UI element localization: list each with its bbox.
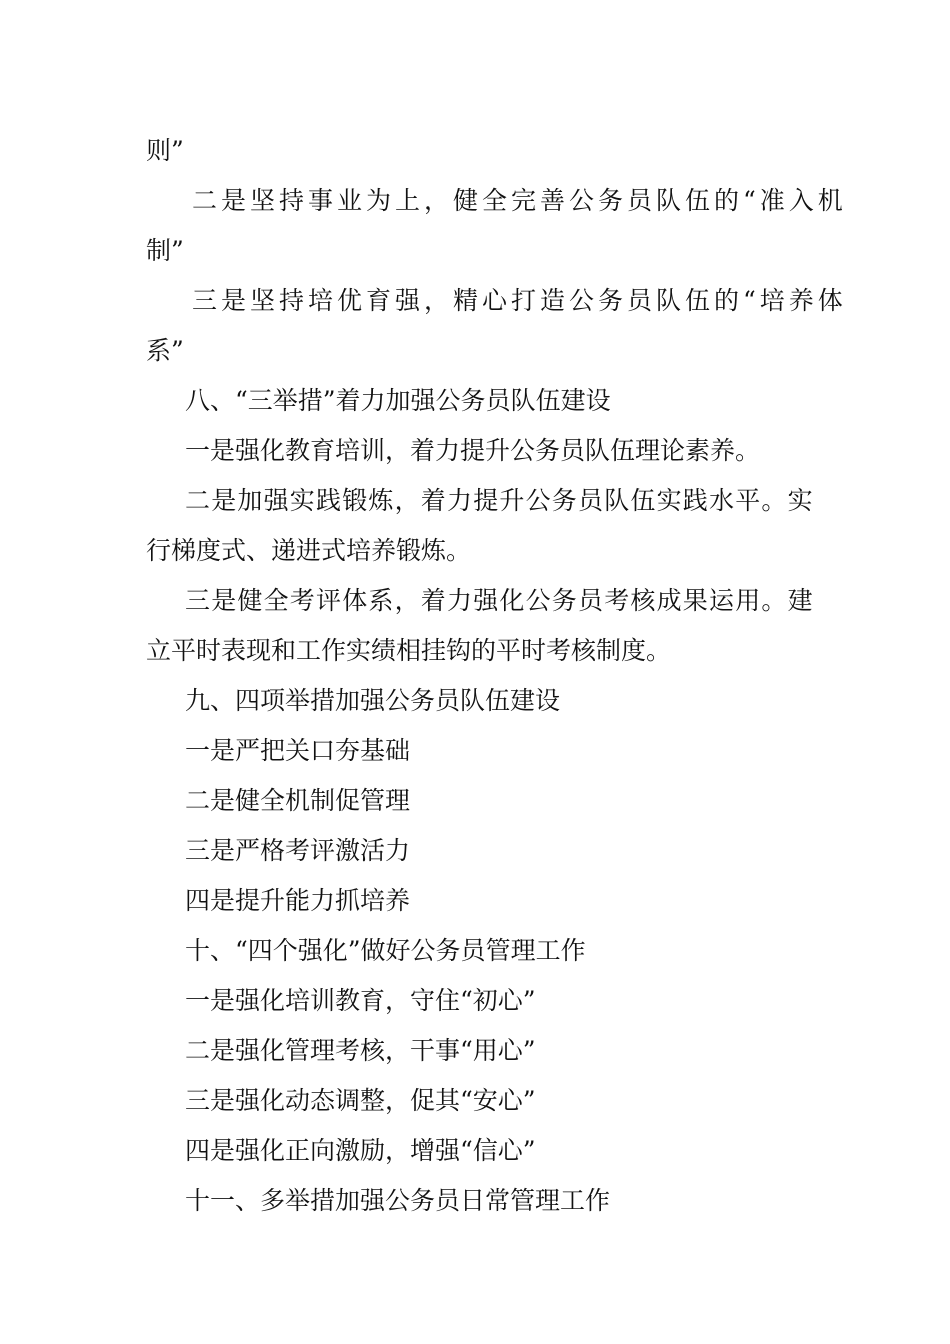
text-line: 一是强化教育培训，着力提升公务员队伍理论素养。	[185, 436, 761, 465]
text-line: 制”	[146, 236, 184, 265]
text-line: 立平时表现和工作实绩相挂钩的平时考核制度。	[146, 636, 672, 665]
text-line: 三是强化动态调整，促其“安心”	[185, 1086, 536, 1115]
section-heading: 九、四项举措加强公务员队伍建设	[185, 686, 561, 715]
text-line: 一是严把关口夯基础	[185, 736, 411, 765]
text-line: 二是加强实践锻炼，着力提升公务员队伍实践水平。实	[185, 486, 814, 515]
text-line: 四是提升能力抓培养	[185, 886, 411, 915]
text-line: 二是强化管理考核，干事“用心”	[185, 1036, 536, 1065]
text-line: 二是坚持事业为上，健全完善公务员队伍的“准入机	[192, 186, 847, 215]
text-line: 三是健全考评体系，着力强化公务员考核成果运用。建	[185, 586, 814, 615]
text-line: 一是强化培训教育，守住“初心”	[185, 986, 536, 1015]
text-line: 四是强化正向激励，增强“信心”	[185, 1136, 536, 1165]
section-heading: 十、“四个强化”做好公务员管理工作	[185, 936, 586, 965]
text-line: 则”	[146, 136, 184, 165]
text-line: 行梯度式、递进式培养锻炼。	[146, 536, 472, 565]
text-line: 系”	[146, 336, 184, 365]
section-heading: 八、“三举措”着力加强公务员队伍建设	[185, 386, 611, 415]
text-line: 三是严格考评激活力	[185, 836, 411, 865]
text-line: 三是坚持培优育强，精心打造公务员队伍的“培养体	[192, 286, 847, 315]
section-heading: 十一、多举措加强公务员日常管理工作	[185, 1186, 611, 1215]
text-line: 二是健全机制促管理	[185, 786, 411, 815]
